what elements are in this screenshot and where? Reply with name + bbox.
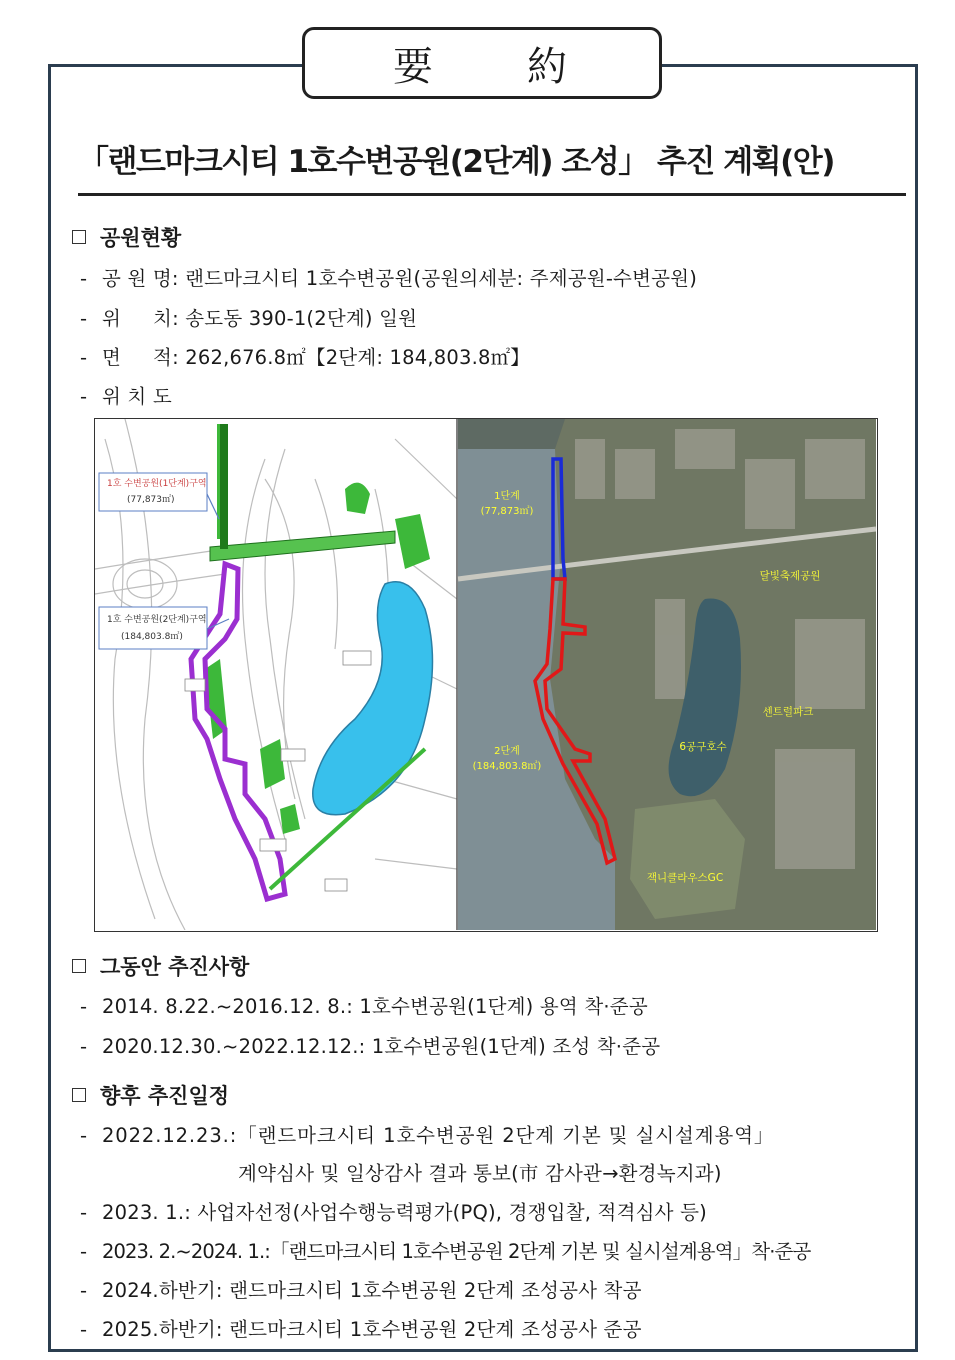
schedule-item-text: 2024.하반기: 랜드마크시티 1호수변공원 2단계 조성공사 착공 xyxy=(102,1279,642,1302)
progress-item-text: 2014. 8.22.~2016.12. 8.: 1호수변공원(1단계) 용역 착·준공 xyxy=(102,995,648,1018)
location-label: 위 치: xyxy=(102,307,179,330)
location-value: 송도동 390-1(2단계) 일원 xyxy=(185,307,418,330)
schedule-item-text: 계약심사 및 일상감사 결과 통보(市 감사관→환경녹지과) xyxy=(238,1162,722,1185)
section-park-status xyxy=(72,222,181,252)
area-line: - 면 적: 262,676.8㎡【2단계: 184,803.8㎡】 xyxy=(80,346,530,369)
schedule-item-continued xyxy=(238,1158,722,1186)
aerial-place-gc: 잭니클라우스GC xyxy=(646,872,724,884)
section-heading: 공원현황 xyxy=(100,226,182,250)
plan-phase1-strip xyxy=(220,424,228,549)
aerial-phase2-value: (184,803.8㎡) xyxy=(472,761,542,772)
aerial-place-lake: 6공구호수 xyxy=(679,741,727,753)
page-title: 「랜드마크시티 1호수변공원(2단계) 조성」 추진 계획(안) xyxy=(78,144,834,180)
map-label-line: - 위 치 도 xyxy=(80,385,172,408)
plan-phase1-label: 1호 수변공원(1단계)구역 xyxy=(107,479,207,489)
area-value: 262,676.8㎡【2단계: 184,803.8㎡】 xyxy=(185,346,530,369)
summary-tab xyxy=(302,27,662,99)
schedule-item: - 2022.12.23.:「랜드마크시티 1호수변공원 2단계 기본 및 실시설계용역」 xyxy=(80,1124,775,1147)
plan-phase2-label: 1호 수변공원(2단계)구역 xyxy=(107,615,207,625)
schedule-item: - 2024.하반기: 랜드마크시티 1호수변공원 2단계 조성공사 착공 xyxy=(80,1279,642,1302)
park-name-label: 공 원 명: xyxy=(102,267,179,290)
schedule-item: - 2025.하반기: 랜드마크시티 1호수변공원 2단계 조성공사 준공 xyxy=(80,1318,642,1341)
location-line: - 위 치: 송도동 390-1(2단계) 일원 xyxy=(80,307,418,330)
section-heading: 향후 추진일정 xyxy=(100,1084,230,1108)
schedule-item-text: 2022.12.23.:「랜드마크시티 1호수변공원 2단계 기본 및 실시설계용역」 xyxy=(102,1124,775,1147)
park-name-line: - 공 원 명: 랜드마크시티 1호수변공원(공원의세분: 주제공원-수변공원) xyxy=(80,267,698,290)
progress-item: - 2014. 8.22.~2016.12. 8.: 1호수변공원(1단계) 용역 착·준공 xyxy=(80,995,648,1018)
progress-item: - 2020.12.30.~2022.12.12.: 1호수변공원(1단계) 조성 착·준공 xyxy=(80,1035,661,1058)
aerial-phase1-label: 1단계 xyxy=(494,491,520,502)
progress-item-text: 2020.12.30.~2022.12.12.: 1호수변공원(1단계) 조성 착·준공 xyxy=(102,1035,661,1058)
location-map-svg xyxy=(95,419,876,930)
checkbox-square-icon xyxy=(72,959,86,973)
checkbox-square-icon xyxy=(72,1088,86,1102)
area-label: 면 적: xyxy=(102,346,179,369)
tab-char-2: 約 xyxy=(527,43,571,90)
checkbox-square-icon xyxy=(72,230,86,244)
section-heading: 그동안 추진사항 xyxy=(100,955,250,979)
location-map xyxy=(94,418,878,932)
park-name-value: 랜드마크시티 1호수변공원(공원의세분: 주제공원-수변공원) xyxy=(185,267,698,290)
schedule-item-text: 2023. 1.: 사업자선정(사업수행능력평가(PQ), 경쟁입찰, 적격심사 등) xyxy=(102,1201,707,1224)
aerial-place-central: 센트럴파크 xyxy=(762,706,814,718)
map-label: 위 치 도 xyxy=(102,385,172,408)
section-schedule xyxy=(72,1080,229,1110)
aerial-phase2-label: 2단계 xyxy=(494,746,520,757)
section-progress xyxy=(72,951,249,981)
aerial-photo xyxy=(458,419,876,930)
aerial-place-dalbit: 달빛축제공원 xyxy=(759,570,821,582)
aerial-phase1-value: (77,873㎡) xyxy=(480,506,534,517)
schedule-item-text: 2023. 2.~2024. 1.:「랜드마크시티 1호수변공원 2단계 기본 및 실시설계용역」착·준공 xyxy=(102,1240,811,1263)
title-underline xyxy=(78,193,906,196)
schedule-item: - 2023. 2.~2024. 1.:「랜드마크시티 1호수변공원 2단계 기본 및 실시설계용역」착·준공 xyxy=(80,1240,811,1263)
schedule-item: - 2023. 1.: 사업자선정(사업수행능력평가(PQ), 경쟁입찰, 적격심사 등) xyxy=(80,1201,707,1224)
plan-phase2-value: (184,803.8㎡) xyxy=(121,632,183,642)
plan-phase1-value: (77,873㎡) xyxy=(127,495,175,505)
schedule-item-text: 2025.하반기: 랜드마크시티 1호수변공원 2단계 조성공사 준공 xyxy=(102,1318,642,1341)
plan-drawing xyxy=(95,419,457,930)
tab-char-1: 要 xyxy=(393,43,437,90)
